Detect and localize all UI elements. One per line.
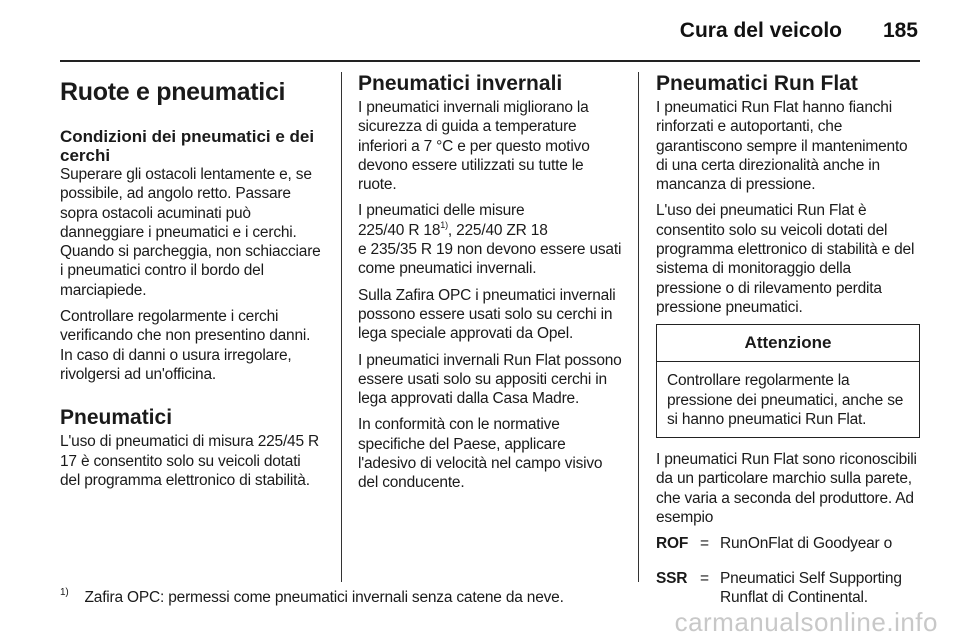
column-right	[656, 72, 920, 607]
section-heading-tyres: Pneumatici	[60, 406, 173, 430]
definition-equals: =	[700, 569, 709, 587]
chapter-title: Ruote e pneumatici	[60, 78, 286, 106]
paragraph-tyre-size: L'uso di pneumatici di misura 225/45 R 17 è consentito solo su veicoli dotati del programma elettronico di stabilità.	[60, 433, 320, 489]
definition-term: SSR	[656, 569, 688, 587]
paragraph-run-flat-marking: I pneumatici Run Flat sono riconoscibili da un particolare marchio sulla parete, che varia a seconda del produttore. Ad esempio	[656, 451, 917, 527]
heading-line-2: cerchi	[60, 146, 111, 165]
size-3-text: e 235/35 R 19 non devono essere usati come pneumatici invernali.	[358, 241, 622, 278]
size-1: 225/40 R 18	[358, 221, 441, 239]
definition-term: ROF	[656, 535, 689, 553]
paragraph-check-rims: Controllare regolarmente i cerchi verificando che non presentino danni. In caso di danni o usura irregolare, rivolgersi ad un'officina.	[60, 308, 311, 383]
paragraph-speed-sticker: In conformità con le normative specifiche del Paese, applicare l'adesivo di velocità nel campo visivo del conducente.	[358, 416, 603, 492]
warning-title: Attenzione	[657, 325, 919, 362]
paragraph-obstacles: Superare gli ostacoli lentamente e, se possibile, ad angolo retto. Passare sopra ostacoli acuminati può danneggiare i pneumatici e i cerchi. Quando si parcheggia, non schiacciare i pneumatici contro il bordo del marciapiede.	[60, 166, 321, 299]
definition-text: Pneumatici Self Supporting Runflat di Continental.	[720, 569, 902, 606]
column-divider-2	[638, 72, 639, 582]
section-heading-winter-tyres: Pneumatici invernali	[358, 72, 563, 95]
section-heading-wheel-condition	[60, 127, 324, 165]
heading-line-1: Condizioni dei pneumatici e dei	[60, 127, 315, 146]
watermark: carmanualsonline.info	[674, 607, 938, 637]
warning-box	[656, 324, 920, 438]
definition-equals: =	[700, 535, 709, 553]
footnote-text: Zafira OPC: permessi come pneumatici invernali senza catene da neve.	[84, 589, 564, 606]
running-header-title: Cura del veicolo	[679, 19, 842, 42]
paragraph-run-flat-intro: I pneumatici Run Flat hanno fianchi rinforzati e autoportanti, che garantiscono sempre il mantenimento di una certa direzionalità anche in mancanza di pressione.	[656, 99, 908, 194]
column-left	[60, 72, 324, 497]
column-middle	[358, 72, 624, 500]
header-divider	[60, 60, 920, 62]
definition-text: RunOnFlat di Goodyear o	[720, 535, 893, 553]
size-2: , 225/40 ZR 18	[447, 221, 548, 239]
page-number: 185	[882, 19, 918, 42]
footnote-mark: 1)	[60, 587, 69, 598]
paragraph-winter-safety: I pneumatici invernali migliorano la sicurezza di guida a temperature inferiori a 7 °C e per questo motivo devono essere utilizzati su tutte le ruote.	[358, 99, 590, 194]
footnote-reference: 1)	[440, 219, 448, 230]
definition-row	[656, 534, 920, 553]
paragraph-winter-sizes	[358, 201, 624, 278]
warning-text: Controllare regolarmente la pressione dei pneumatici, anche se si hanno pneumatici Run Flat.	[667, 372, 904, 428]
paragraph-run-flat-usage: L'uso dei pneumatici Run Flat è consentito solo su veicoli dotati del programma elettronico di stabilità e del sistema di monitoraggio della pressione o di rilevamento perdita pressione pneumatici.	[656, 202, 915, 316]
section-heading-run-flat: Pneumatici Run Flat	[656, 72, 858, 95]
column-divider-1	[341, 72, 342, 582]
paragraph-zafira-opc: Sulla Zafira OPC i pneumatici invernali possono essere usati solo su cerchi in lega speciale approvati da Opel.	[358, 286, 616, 343]
paragraph-runflat-winter: I pneumatici invernali Run Flat possono essere usati solo su appositi cerchi in lega approvati dalla Casa Madre.	[358, 351, 622, 408]
sizes-intro: I pneumatici delle misure	[358, 202, 525, 220]
